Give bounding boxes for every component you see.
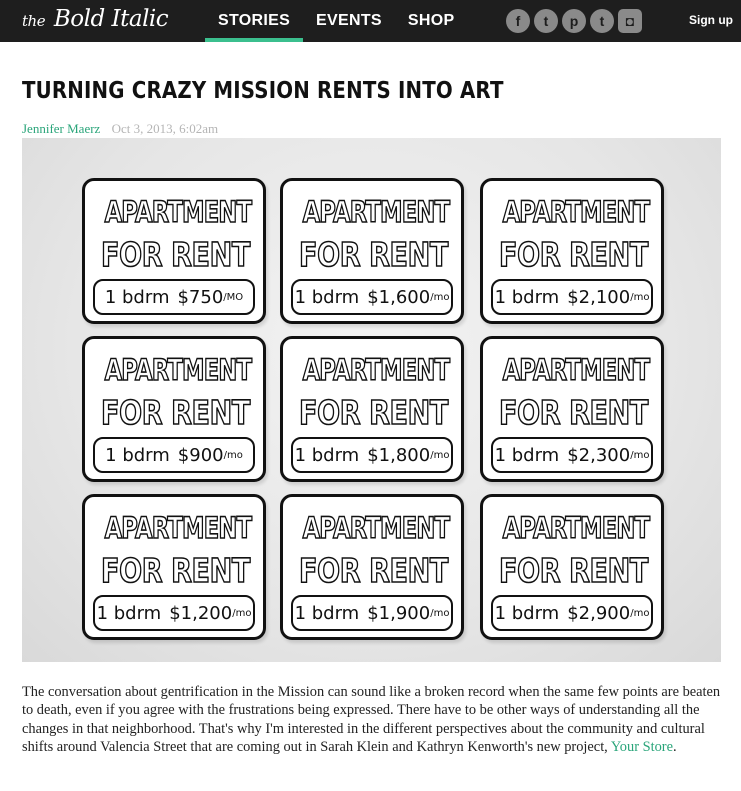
sign-unit: 1 bdrm <box>104 286 170 308</box>
rent-sign <box>82 178 266 324</box>
sign-price: $900 <box>177 444 224 466</box>
author-link[interactable]: Jennifer Maerz <box>22 121 101 136</box>
sign-price: $1,800 <box>367 444 431 466</box>
article-title: TURNING CRAZY MISSION RENTS INTO ART <box>22 78 504 104</box>
pinterest-icon[interactable]: p <box>562 9 586 33</box>
sign-price-box <box>291 595 453 631</box>
sign-line-apartment: APARTMENT <box>104 195 252 229</box>
hero-image <box>22 138 721 662</box>
sign-per-month: /mo <box>430 607 450 619</box>
site-logo[interactable] <box>22 6 168 32</box>
sign-per-month: /mo <box>630 291 650 303</box>
logo-the: the <box>22 12 46 30</box>
sign-line-apartment: APARTMENT <box>104 511 252 545</box>
sign-line-apartment: APARTMENT <box>302 511 450 545</box>
sign-price-box <box>93 279 255 315</box>
sign-per-month: /mo <box>430 449 450 461</box>
nav-events[interactable]: EVENTS <box>316 12 382 29</box>
sign-unit: 1 bdrm <box>494 286 560 308</box>
rent-sign <box>480 494 664 640</box>
sign-price: $2,900 <box>567 602 631 624</box>
sign-line-apartment: APARTMENT <box>502 353 650 387</box>
sign-unit: 1 bdrm <box>294 444 360 466</box>
sign-line-for-rent: FOR RENT <box>499 393 648 432</box>
instagram-icon[interactable]: ◘ <box>618 9 642 33</box>
sign-price-box <box>491 437 653 473</box>
sign-price: $1,200 <box>169 602 233 624</box>
sign-price-box <box>93 437 255 473</box>
main-nav <box>205 0 467 42</box>
publish-date: Oct 3, 2013, 6:02am <box>111 121 219 136</box>
sign-unit: 1 bdrm <box>494 444 560 466</box>
sign-per-month: /mo <box>430 291 450 303</box>
sign-price-box <box>491 279 653 315</box>
sign-price: $1,900 <box>367 602 431 624</box>
sign-line-for-rent: FOR RENT <box>101 393 250 432</box>
sign-line-for-rent: FOR RENT <box>499 235 648 274</box>
logo-name: Bold Italic <box>53 6 169 32</box>
article-body <box>22 683 722 757</box>
sign-price-box <box>93 595 255 631</box>
body-text-end: . <box>672 739 677 756</box>
sign-line-for-rent: FOR RENT <box>101 551 250 590</box>
byline <box>22 121 218 137</box>
rent-sign <box>480 178 664 324</box>
sign-line-apartment: APARTMENT <box>302 353 450 387</box>
sign-line-apartment: APARTMENT <box>104 353 252 387</box>
sign-line-for-rent: FOR RENT <box>299 235 448 274</box>
sign-line-apartment: APARTMENT <box>502 511 650 545</box>
top-nav-bar <box>0 0 741 42</box>
sign-per-month: /mo <box>630 449 650 461</box>
twitter-icon[interactable]: t <box>534 9 558 33</box>
rent-sign <box>82 494 266 640</box>
sign-price: $2,300 <box>567 444 631 466</box>
sign-price: $750 <box>177 286 224 308</box>
sign-line-apartment: APARTMENT <box>502 195 650 229</box>
rent-sign <box>280 494 464 640</box>
sign-unit: 1 bdrm <box>96 602 162 624</box>
sign-unit: 1 bdrm <box>494 602 560 624</box>
rent-sign <box>480 336 664 482</box>
sign-per-month: /mo <box>223 449 243 461</box>
rent-sign <box>280 178 464 324</box>
rent-sign <box>82 336 266 482</box>
social-links <box>506 9 642 33</box>
sign-line-apartment: APARTMENT <box>302 195 450 229</box>
sign-unit: 1 bdrm <box>294 286 360 308</box>
facebook-icon[interactable]: f <box>506 9 530 33</box>
sign-unit: 1 bdrm <box>105 444 170 466</box>
rent-sign <box>280 336 464 482</box>
sign-per-month: /MO <box>223 291 244 303</box>
sign-line-for-rent: FOR RENT <box>299 393 448 432</box>
sign-price-box <box>291 279 453 315</box>
signup-link[interactable]: Sign up <box>689 13 733 27</box>
sign-per-month: /mo <box>232 607 252 619</box>
sign-line-for-rent: FOR RENT <box>499 551 648 590</box>
sign-price: $2,100 <box>567 286 631 308</box>
nav-stories[interactable]: STORIES <box>205 0 303 42</box>
nav-shop[interactable]: SHOP <box>407 12 455 29</box>
your-store-link[interactable]: Your Store <box>610 739 673 756</box>
sign-line-for-rent: FOR RENT <box>101 235 250 274</box>
sign-unit: 1 bdrm <box>294 602 360 624</box>
sign-price: $1,600 <box>367 286 431 308</box>
tumblr-icon[interactable]: t <box>590 9 614 33</box>
sign-per-month: /mo <box>630 607 650 619</box>
body-text-intro: The conversation about gentrification in the Mission can sound like a broken record when the same few points are beaten to death, even if you agree with the frustrations being expressed. There have to be other ways of understanding all the changes in that neighborhood. That's why I'm interested in the different perspectives about the community and cultural shifts around Valencia Street that are coming out in Sarah Klein and Kathryn Kenworth's new project, <box>22 684 721 756</box>
sign-price-box <box>491 595 653 631</box>
sign-line-for-rent: FOR RENT <box>299 551 448 590</box>
sign-price-box <box>291 437 453 473</box>
